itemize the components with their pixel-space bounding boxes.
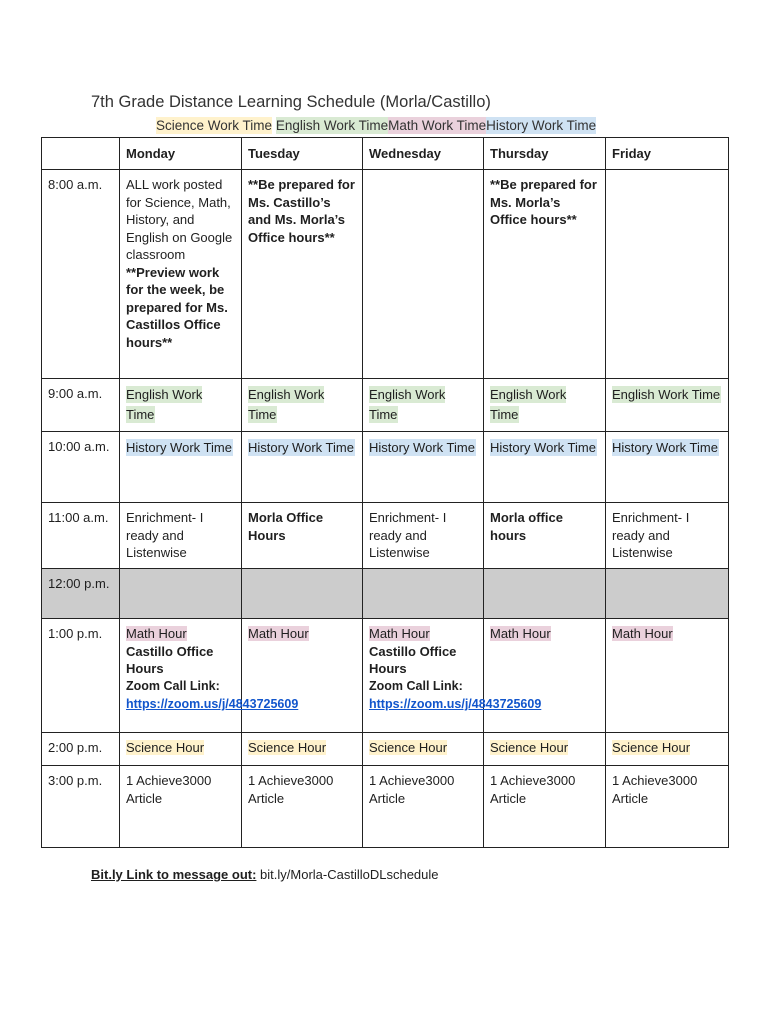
cell-thu-10am xyxy=(484,432,606,503)
cell-thu-9am xyxy=(484,379,606,432)
bitly-footer xyxy=(91,867,439,882)
cell-thu-3pm: 1 Achieve3000 Article xyxy=(484,766,606,848)
cell-mon-1pm xyxy=(120,619,299,733)
cell-thu-2pm xyxy=(484,733,606,766)
time-cell: 2:00 p.m. xyxy=(42,733,120,766)
cell-mon-10am xyxy=(120,432,242,503)
cell-tue-1pm xyxy=(242,619,363,733)
legend-history: History Work Time xyxy=(486,118,597,133)
history-work-time: History Work Time xyxy=(369,440,475,455)
cell-thu-1pm xyxy=(484,619,606,733)
history-work-time: History Work Time xyxy=(490,440,596,455)
cell-tue-11am: Morla Office Hours xyxy=(242,503,363,569)
cell-text: ALL work posted for Science, Math, History, and English on Google classroom xyxy=(126,177,233,262)
header-monday: Monday xyxy=(120,138,242,170)
header-time xyxy=(42,138,120,170)
english-work-time: English Work Time xyxy=(248,387,325,422)
science-hour: Science Hour xyxy=(490,740,569,755)
zoom-link[interactable]: https://zoom.us/j/4843725609 xyxy=(369,697,542,711)
history-work-time: History Work Time xyxy=(248,440,354,455)
time-cell: 12:00 p.m. xyxy=(42,569,120,619)
cell-thu-11am: Morla office hours xyxy=(484,503,606,569)
zoom-link[interactable]: https://zoom.us/j/4843725609 xyxy=(126,697,299,711)
time-cell: 10:00 a.m. xyxy=(42,432,120,503)
science-hour: Science Hour xyxy=(248,740,327,755)
science-hour: Science Hour xyxy=(612,740,691,755)
cell-mon-9am xyxy=(120,379,242,432)
cell-wed-10am xyxy=(363,432,484,503)
bitly-label: Bit.ly Link to message out: xyxy=(91,867,257,882)
row-9am xyxy=(42,379,729,432)
cell-wed-8am xyxy=(363,170,484,379)
cell-mon-8am xyxy=(120,170,242,379)
cell-mon-11am: Enrichment- I ready and Listenwise xyxy=(120,503,242,569)
row-2pm xyxy=(42,733,729,766)
zoom-label: Zoom Call Link: xyxy=(126,678,220,693)
history-work-time: History Work Time xyxy=(126,440,232,455)
time-cell: 1:00 p.m. xyxy=(42,619,120,733)
row-1pm xyxy=(42,619,729,733)
cell-thu-12pm xyxy=(484,569,606,619)
header-row xyxy=(42,138,729,170)
history-work-time: History Work Time xyxy=(612,440,718,455)
row-10am xyxy=(42,432,729,503)
bitly-value: bit.ly/Morla-CastilloDLschedule xyxy=(260,867,439,882)
time-cell: 11:00 a.m. xyxy=(42,503,120,569)
cell-mon-3pm: 1 Achieve3000 Article xyxy=(120,766,242,848)
time-cell: 3:00 p.m. xyxy=(42,766,120,848)
cell-tue-3pm: 1 Achieve3000 Article xyxy=(242,766,363,848)
science-hour: Science Hour xyxy=(126,740,205,755)
header-friday: Friday xyxy=(606,138,729,170)
legend-english: English Work Time xyxy=(275,118,389,133)
cell-mon-12pm xyxy=(120,569,242,619)
math-hour: Math Hour xyxy=(248,626,309,641)
page-title: 7th Grade Distance Learning Schedule (Morla/Castillo) xyxy=(91,93,491,111)
castillo-office-hours: Castillo Office Hours xyxy=(126,643,214,676)
row-3pm xyxy=(42,766,729,848)
cell-wed-2pm xyxy=(363,733,484,766)
cell-fri-3pm: 1 Achieve3000 Article xyxy=(606,766,729,848)
science-hour: Science Hour xyxy=(369,740,448,755)
cell-thu-8am: **Be prepared for Ms. Morla’s Office hours** xyxy=(484,170,606,379)
cell-wed-11am: Enrichment- I ready and Listenwise xyxy=(363,503,484,569)
cell-tue-10am xyxy=(242,432,363,503)
english-work-time: English Work Time xyxy=(126,387,203,422)
math-hour: Math Hour xyxy=(490,626,551,641)
cell-fri-10am xyxy=(606,432,729,503)
cell-fri-12pm xyxy=(606,569,729,619)
cell-tue-9am xyxy=(242,379,363,432)
schedule-table xyxy=(41,137,729,848)
cell-fri-1pm xyxy=(606,619,729,733)
row-8am xyxy=(42,170,729,379)
math-hour: Math Hour xyxy=(369,626,430,641)
cell-tue-2pm xyxy=(242,733,363,766)
time-cell: 9:00 a.m. xyxy=(42,379,120,432)
header-thursday: Thursday xyxy=(484,138,606,170)
cell-fri-9am xyxy=(606,379,729,432)
cell-wed-1pm xyxy=(363,619,542,733)
row-12pm xyxy=(42,569,729,619)
header-wednesday: Wednesday xyxy=(363,138,484,170)
english-work-time: English Work Time xyxy=(369,387,446,422)
cell-tue-12pm xyxy=(242,569,363,619)
cell-fri-2pm xyxy=(606,733,729,766)
header-tuesday: Tuesday xyxy=(242,138,363,170)
legend-math: Math Work Time xyxy=(388,118,487,133)
math-hour: Math Hour xyxy=(612,626,673,641)
castillo-office-hours: Castillo Office Hours xyxy=(369,643,457,676)
cell-wed-9am xyxy=(363,379,484,432)
row-11am xyxy=(42,503,729,569)
cell-text-bold: **Preview work for the week, be prepared for Ms. Castillos Office hours** xyxy=(126,264,228,350)
cell-tue-8am: **Be prepared for Ms. Castillo’s and Ms. Morla’s Office hours** xyxy=(242,170,363,379)
time-cell: 8:00 a.m. xyxy=(42,170,120,379)
zoom-label: Zoom Call Link: xyxy=(369,678,463,693)
cell-wed-3pm: 1 Achieve3000 Article xyxy=(363,766,484,848)
cell-fri-11am: Enrichment- I ready and Listenwise xyxy=(606,503,729,569)
english-work-time: English Work Time xyxy=(612,387,721,402)
cell-fri-8am xyxy=(606,170,729,379)
math-hour: Math Hour xyxy=(126,626,187,641)
legend-science: Science Work Time xyxy=(156,118,273,133)
cell-mon-2pm xyxy=(120,733,242,766)
cell-wed-12pm xyxy=(363,569,484,619)
color-legend xyxy=(156,118,596,133)
english-work-time: English Work Time xyxy=(490,387,567,422)
